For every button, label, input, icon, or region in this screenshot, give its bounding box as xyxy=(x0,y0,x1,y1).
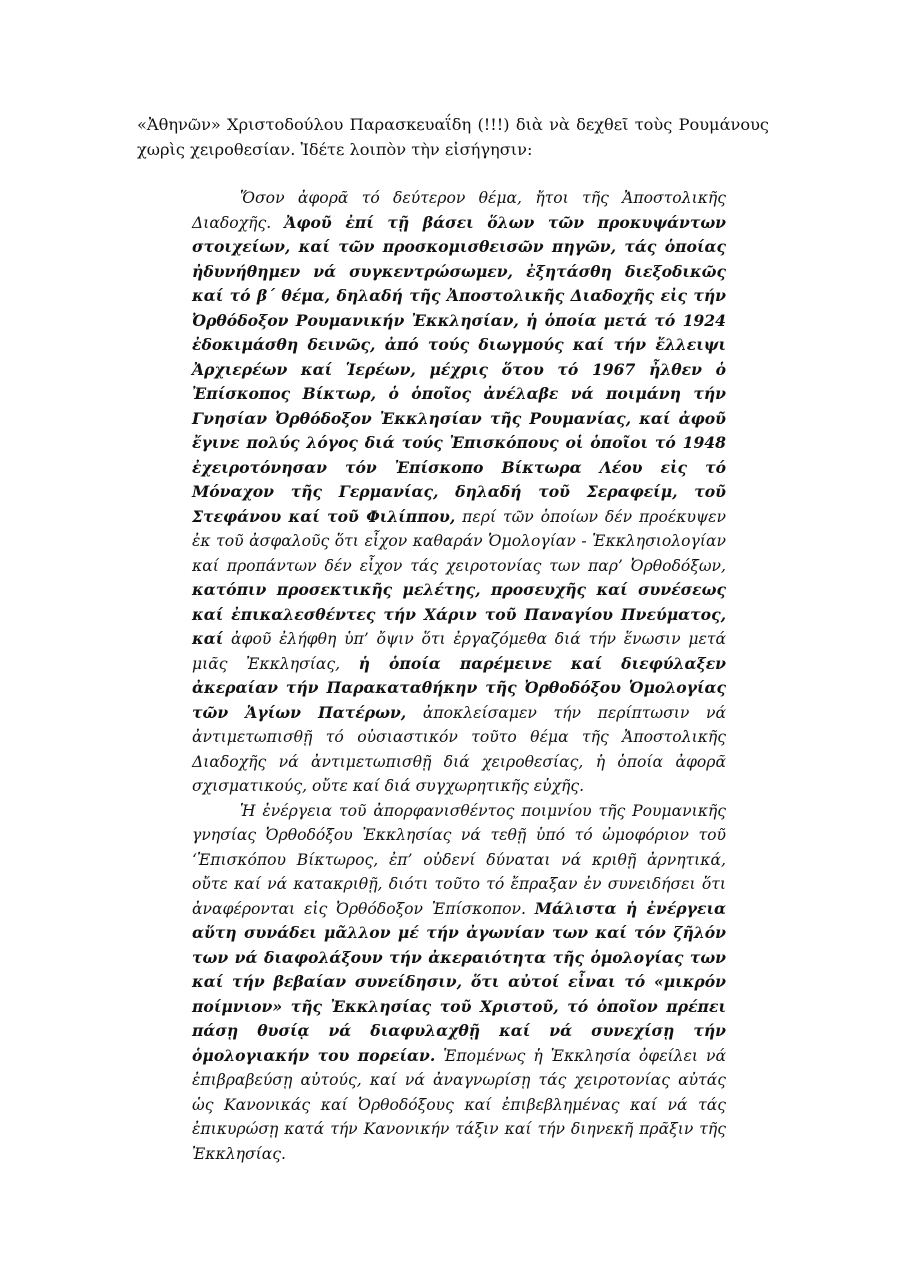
quote-paragraph-1 xyxy=(192,186,726,799)
quoted-report xyxy=(192,186,726,1166)
p1-run-4: κατόπιν προσεκτικῆς μελέτης, προσευχῆς καί συνέσεως καί ἐπικαλεσθέντες τήν Χάριν τοῦ Παναγίου Πνεύματος, καί xyxy=(192,580,726,648)
intro-paragraph: «Ἀθηνῶν» Χριστοδούλου Παρασκευαΐδη (!!!) διὰ νὰ δεχθεῖ τοὺς Ρουμάνους χωρὶς χειροθεσίαν. Ἰδέτε λοιπὸν τὴν εἰσήγησιν: xyxy=(137,115,769,159)
quote-paragraph-2 xyxy=(192,799,726,1167)
p2-run-1: Ἡ ἐνέργεια τοῦ ἀπορφανισθέντος ποιμνίου τῆς Ρουμανικῆς γνησίας Ὀρθοδόξου Ἐκκλησίας νά τεθῇ ὑπό τό ὠμοφόριον τοῦ ‘Ἐπισκόπου Βίκτωρος, ἐπ’ οὐδενί δύναται νά κριθῇ ἀρνητικά, οὔτε καί νά κατακριθῇ, διότι τοῦτο τό ἔπραξαν ἐν συνειδήσει ὅτι ἀναφέρονται εἰς Ὀρθόδοξον Ἐπίσκοπον. xyxy=(192,801,726,918)
p1-run-5: ἀφοῦ ἐλήφθη ὑπ’ ὄψιν ὅτι ἐργαζόμεθα διά τήν ἕνωσιν μετά μιᾶς Ἐκκλησίας, xyxy=(192,630,726,673)
p1-run-2: Ἀφοῦ ἐπί τῇ βάσει ὅλων τῶν προκυψάντων στοιχείων, καί τῶν προσκομισθεισῶν πηγῶν, τάς ὁποίας ἠδυνήθημεν νά συγκεντρώσωμεν, ἐξητάσθη διεξοδικῶς καί τό β΄ θέμα, δηλαδή τῆς Ἀποστολικῆς Διαδοχῆς εἰς τήν Ὀρθόδοξον Ρουμανικήν Ἐκκλησίαν, ἡ ὁποία μετά τό 1924 ἐδοκιμάσθη δεινῶς, ἀπό τούς διωγμούς καί τήν ἔλλειψι Ἀρχιερέων καί Ἱερέων, μέχρις ὅτου τό 1967 ἦλθεν ὁ Ἐπίσκοπος Βίκτωρ, ὁ ὁποῖος ἀνέλαβε νά ποιμάνη τήν Γνησίαν Ὀρθόδοξον Ἐκκλησίαν τῆς Ρουμανίας, καί ἀφοῦ ἔγινε πολύς λόγος διά τούς Ἐπισκόπους οἱ ὁποῖοι τό 1948 ἐχειροτόνησαν τόν Ἐπίσκοπο Βίκτωρα Λέου εἰς τό Μόναχον τῆς Γερμανίας, δηλαδή τοῦ Σεραφείμ, τοῦ Στεφάνου καί τοῦ Φιλίππου, xyxy=(192,212,726,526)
p1-run-7: ἀποκλείσαμεν τήν περίπτωσιν νά ἀντιμετωπισθῇ τό οὐσιαστικόν τοῦτο θέμα τῆς Ἀποστολικῆς Διαδοχῆς νά ἀντιμετωπισθῇ διά χειροθεσίας, ἡ ὁποία ἀφορᾶ σχισματικούς, οὔτε καί διά συγχωρητικῆς εὐχῆς. xyxy=(192,703,726,795)
p1-run-3: περί τῶν ὁποίων δέν προέκυψεν ἐκ τοῦ ἀσφαλοῦς ὅτι εἶχον καθαράν Ὁμολογίαν - Ἐκκλησιολογίαν καί προπάντων δέν εἶχον τάς χειροτονίας των παρ’ Ὀρθοδόξων, xyxy=(192,507,726,575)
p2-run-3: Ἑπομένως ἡ Ἐκκλησία ὀφείλει νά ἐπιβραβεύσῃ αὐτούς, καί νά ἀναγνωρίσῃ τάς χειροτονίας αὐτάς ὡς Κανονικάς καί Ὀρθοδόξους καί ἐπιβεβλημένας καί νά τάς ἐπικυρώσῃ κατά τήν Κανονικήν τάξιν καί τήν διηνεκῆ πρᾶξιν τῆς Ἐκκλησίας. xyxy=(192,1046,727,1163)
p2-run-2: Μάλιστα ἡ ἐνέργεια αὕτη συνάδει μᾶλλον μέ τήν ἀγωνίαν των καί τόν ζῆλόν των νά διαφολάξουν τήν ἀκεραιότητα τῆς ὁμολογίας των καί τήν βεβαίαν συνείδησιν, ὅτι αὐτοί εἶναι τό «μικρόν ποίμνιον» τῆς Ἐκκλησίας τοῦ Χριστοῦ, τό ὁποῖον πρέπει πάσῃ θυσίᾳ νά διαφυλαχθῇ καί νά συνεχίσῃ τήν ὁμολογιακήν του πορείαν. xyxy=(192,898,726,1065)
p1-run-6: ἡ ὁποία παρέμεινε καί διεφύλαξεν ἀκεραίαν τήν Παρακαταθήκην τῆς Ὀρθοδόξου Ὁμολογίας τῶν Ἁγίων Πατέρων, xyxy=(192,653,727,722)
p1-run-1: Ὅσον ἀφορᾶ τό δεύτερον θέμα, ἤτοι τῆς Ἀποστολικῆς Διαδοχῆς. xyxy=(192,189,726,232)
